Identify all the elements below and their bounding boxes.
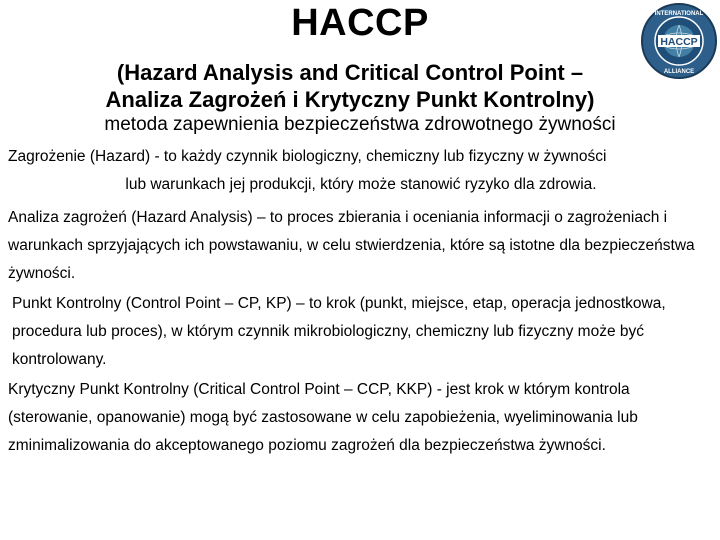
logo-center-text: HACCP bbox=[660, 36, 698, 48]
subtitle-line-2: Analiza Zagrożeń i Krytyczny Punkt Kontrolny) bbox=[105, 87, 595, 112]
definition-text: - jest krok w którym kontrola (sterowanie, opanowanie) mogą być zastosowane w celu zapobieżenia, wyeliminowania lub zminimalizowania do akceptowanego poziomu zagrożeń dla bezpieczeństwa żywności. bbox=[8, 381, 638, 454]
logo-ring-bottom-text: ALLIANCE bbox=[663, 69, 695, 75]
definition-text: to krok (punkt, miejsce, etap, operacja jednostkowa, procedura lub proces), w którym czynnik mikrobiologiczny, chemiczny lub fizyczny może być kontrolowany. bbox=[12, 295, 666, 368]
definition-term: Punkt Kontrolny (Control Point – CP, KP) – bbox=[12, 295, 305, 312]
definition-text: - to każdy czynnik biologiczny, chemiczny lub fizyczny w żywności bbox=[150, 148, 607, 165]
definition-term: Krytyczny Punkt Kontrolny (Critical Control Point – CCP, KKP) bbox=[8, 381, 433, 398]
definition-term: Zagrożenie (Hazard) bbox=[8, 148, 151, 165]
definition-hazard bbox=[8, 143, 714, 199]
logo-ring-top-text: INTERNATIONAL bbox=[654, 11, 704, 17]
page-title: HACCP bbox=[291, 2, 429, 44]
definition-term: Analiza zagrożeń (Hazard Analysis) – bbox=[8, 209, 266, 226]
tagline: metoda zapewnienia bezpieczeństwa zdrowotnego żywności bbox=[104, 114, 616, 135]
definition-control-point bbox=[12, 290, 718, 374]
definition-critical-control-point bbox=[8, 376, 714, 460]
definition-text: to proces zbierania i oceniania informacji o zagrożeniach i warunkach sprzyjających ich powstawaniu, w celu stwierdzenia, które są istotne dla bezpieczeństwa żywności. bbox=[8, 209, 695, 282]
definition-text-continued: lub warunkach jej produkcji, który może stanowić ryzyko dla zdrowia. bbox=[125, 176, 597, 193]
definition-hazard-analysis bbox=[8, 204, 714, 288]
subtitle-line-1: (Hazard Analysis and Critical Control Point – bbox=[116, 60, 584, 85]
